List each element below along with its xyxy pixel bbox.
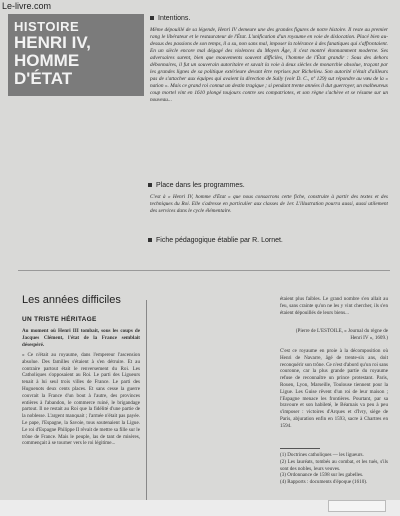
- title-line-3: D'ÉTAT: [14, 69, 73, 88]
- fiche-credit: Fiche pédagogique établie par R. Lornet.: [148, 237, 283, 244]
- title-line-2: HOMME: [14, 51, 80, 70]
- bullet-icon: [148, 238, 152, 242]
- intentions-text: Même dépouillé de sa légende, Henri IV demeure une des grandes figures de notre histoire. Il reste au premier rang le libérateur et le restaurateur de l'État. L'unification d'un royaume en voie de dislocation. Placé bien au-dessus des passions de son temps, il a su, non sans mal, imposer la tolérance à des fanatiques qui s'affrontaient. En un siècle encore mal dégagé des violences du Moyen Âge, il s'est montré étonnamment moderne. Ses adversaires surent, bien que mouvements souvent difficiles, l'homme de l'État grandir : Sous des dehors débonnaires, il fut un souverain autoritaire et savait la voie à deux siècles de monarchie absolue, traçant par les grandes lignes de sa politique extérieure devant être reprises par Richelieu. Son autorité n'était d'ailleurs pas de s'attacher aux équipes qui avaient la direction de Sully (voir D. C., nº 129) sut répondre au vœu de la « nation ». Mais ce grand roi connut un destin tragique ; si pendant trente années il dut guerroyer, un malheureux coup mortel vint en 1610 plongé toujours contre ses compatriotes, et son règne s'achève et se résume sur un nouveau...: [150, 27, 388, 103]
- article-col-right-top: étaient plus faibles. Le grand nombre s'en allait au feu, sans crainte qu'on ne les y vint chercher, ils s'en étaient dépouillés de leurs biens...: [280, 296, 388, 316]
- divider: [18, 270, 390, 271]
- article-col-right: C'est ce royaume en proie à la décomposition où Henri de Navarre, âgé de trente-six ans, doit reconquérir son trône. Ce n'est d'abord qu'un roi sans couronne, car la plus grande partie du royaume refuse de reconnaître un prince protestant. Paris, Rouen, Lyon, Marseille, Toulouse tiennent pour la Ligue. Les Guise rêvent d'un roi de leur maison ; l'Espagne menace les frontières. Pourtant, par sa bravoure et son habileté, le Béarnais va peu à peu s'imposer : victoires d'Arques et d'Ivry, siège de Paris, abjuration enfin en 1593, sacre à Chartres en 1594.: [280, 348, 388, 429]
- bullet-icon: [150, 16, 154, 20]
- title-line-1: HENRI IV,: [14, 33, 91, 52]
- article-subtitle: UN TRISTE HÉRITAGE: [22, 316, 97, 323]
- column-rule: [146, 300, 147, 516]
- place-text: C'est à « Henri IV, homme d'État » que nous consacrons cette fiche, construite à partir des textes et des techniques du Roi. Elle s'adresse en particulier aux classes de 1er. L'illustration pourra aussi, aussi utilement des services dans le cycle élémentaire.: [150, 194, 388, 214]
- site-label: Le-livre.com: [2, 1, 52, 11]
- footnotes: (1) Doctrines catholiques — les ligueurs. (2) Les lauréats, tombés au combat, et les tués, s'ils sont des nobles, leurs veuves. (3) Ordonnance de 1598 sur les gabelles. (4) Rapports : documents d'époque (1610).: [280, 452, 388, 486]
- intentions-heading: Intentions.: [150, 15, 190, 22]
- title-block: [8, 14, 144, 96]
- article-lead: Au moment où Henri III tombait, sous les coups de Jacques Clément, l'état de la France semblait désespéré.: [22, 328, 140, 348]
- place-heading: Place dans les programmes.: [148, 182, 245, 189]
- bullet-icon: [148, 183, 152, 187]
- notes-rule: [280, 448, 320, 449]
- page-corner-box: [328, 500, 386, 512]
- quote-attribution: (Pierre de L'ESTOILE, « Journal du règne de Henri IV », 1609.): [295, 328, 388, 341]
- kicker: HISTOIRE: [14, 19, 80, 34]
- article-col-left: « Ce n'était au royaume, dans l'empereur l'ascension absolue. Des familles s'étaient à s'en détruire. Et au contraire partout était le renversement du Roi. Les Catholiques s'opposaient au Roi. Le parti des Ligueurs tenait à lui seul trois villes de France. Le parti des Huguenots deux cents places. Et sans cesse la guerre couvrait la France d'un bout à l'autre, des provinces entières à l'abandon, le commerce ruiné, le brigandage partout. Il ne restait au Roi que la fidélité d'une partie de la noblesse. L'argent manquait ; l'armée n'était pas payée. Le pape, l'Espagne, la Savoie, tous soutenaient la Ligue. Le roi d'Espagne Philippe II rêvait de mettre sa fille sur le trône de France. Mais le peuple, las de tant de misères, commençait à se tourner vers le roi légitime...: [22, 352, 140, 447]
- article-title: Les années difficiles: [22, 294, 121, 306]
